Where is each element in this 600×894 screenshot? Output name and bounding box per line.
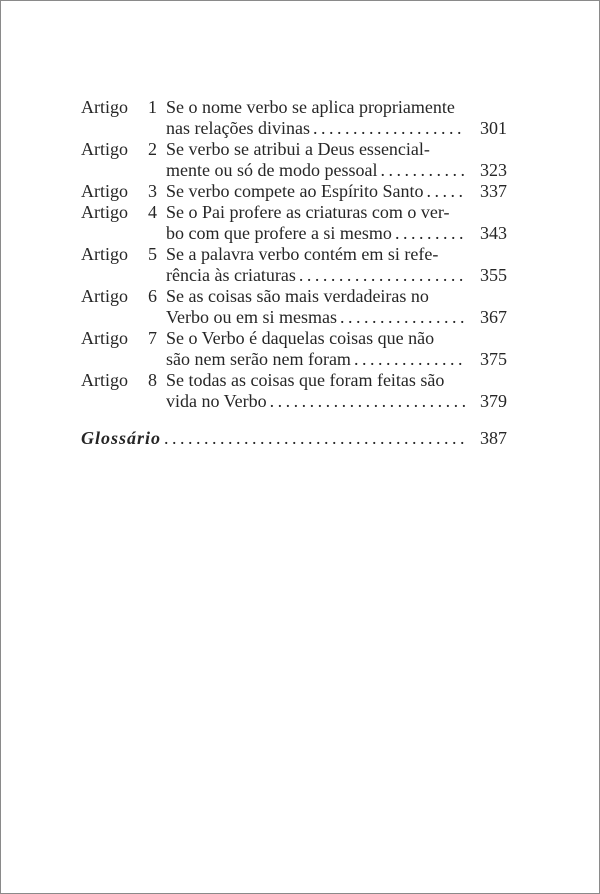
page-number: 387 bbox=[480, 428, 507, 448]
article-title-line-2: são nem serão nem foram ..... bbox=[166, 349, 466, 370]
dot-leader bbox=[267, 391, 466, 412]
article-label: Artigo bbox=[81, 202, 128, 222]
article-title bbox=[166, 328, 466, 370]
toc-entry-4 bbox=[81, 202, 507, 244]
article-label: Artigo bbox=[81, 244, 128, 264]
article-title bbox=[166, 139, 466, 181]
article-number: 2 bbox=[148, 139, 157, 159]
glossary-label: Glossário bbox=[81, 428, 162, 448]
dot-leader bbox=[337, 307, 466, 328]
dot-leader bbox=[296, 265, 466, 286]
article-title-line-2: rência às criaturas ..... bbox=[166, 265, 466, 286]
page-number: 355 bbox=[480, 265, 507, 285]
article-number: 8 bbox=[148, 370, 157, 390]
page-number: 301 bbox=[480, 118, 507, 138]
article-number: 3 bbox=[148, 181, 157, 201]
dot-leader bbox=[161, 428, 466, 449]
toc-entry-2 bbox=[81, 139, 507, 181]
table-of-contents bbox=[81, 97, 507, 449]
article-title bbox=[166, 202, 466, 244]
article-label: Artigo bbox=[81, 181, 128, 201]
glossary-entry bbox=[81, 428, 507, 449]
article-title-line-1: Se a palavra verbo contém em si refe- bbox=[166, 244, 439, 264]
dot-leader bbox=[377, 160, 466, 181]
article-title-line-1: Se verbo se atribui a Deus essencial- bbox=[166, 139, 430, 159]
page-number: 343 bbox=[480, 223, 507, 243]
article-label: Artigo bbox=[81, 286, 128, 306]
dot-leader bbox=[423, 181, 466, 202]
article-number: 5 bbox=[148, 244, 157, 264]
article-title-line-1: Se o Pai profere as criaturas com o ver- bbox=[166, 202, 450, 222]
page-number: 337 bbox=[480, 181, 507, 201]
toc-entry-3 bbox=[81, 181, 507, 202]
article-title-line-1: Se as coisas são mais verdadeiras no bbox=[166, 286, 429, 306]
page-number: 375 bbox=[480, 349, 507, 369]
toc-entry-1 bbox=[81, 97, 507, 139]
article-label: Artigo bbox=[81, 370, 128, 390]
article-title-line-1: Se todas as coisas que foram feitas são bbox=[166, 370, 445, 390]
article-title bbox=[166, 181, 466, 202]
article-number: 7 bbox=[148, 328, 157, 348]
article-title-line-1: Se o nome verbo se aplica propriamente bbox=[166, 97, 455, 117]
toc-entry-5 bbox=[81, 244, 507, 286]
article-label: Artigo bbox=[81, 97, 128, 117]
article-title-line-1: Se verbo compete ao Espírito Santo ..... bbox=[166, 181, 466, 202]
article-label: Artigo bbox=[81, 328, 128, 348]
article-number: 4 bbox=[148, 202, 157, 222]
toc-entry-6 bbox=[81, 286, 507, 328]
toc-entry-8 bbox=[81, 370, 507, 412]
article-title-line-1: Se o Verbo é daquelas coisas que não bbox=[166, 328, 435, 348]
page-number: 379 bbox=[480, 391, 507, 411]
article-title-line-2: vida no Verbo ..... bbox=[166, 391, 466, 412]
article-title-line-2: mente ou só de modo pessoal ..... bbox=[166, 160, 466, 181]
article-title bbox=[166, 370, 466, 412]
article-title bbox=[166, 244, 466, 286]
page-number: 367 bbox=[480, 307, 507, 327]
page-number: 323 bbox=[480, 160, 507, 180]
dot-leader bbox=[310, 118, 466, 139]
dot-leader bbox=[392, 223, 466, 244]
article-title bbox=[166, 286, 466, 328]
dot-leader bbox=[351, 349, 466, 370]
article-title bbox=[166, 97, 466, 139]
article-title-line-2: nas relações divinas ..... bbox=[166, 118, 466, 139]
toc-entry-7 bbox=[81, 328, 507, 370]
article-title-line-2: Verbo ou em si mesmas ..... bbox=[166, 307, 466, 328]
article-number: 6 bbox=[148, 286, 157, 306]
article-title-line-2: bo com que profere a si mesmo ..... bbox=[166, 223, 466, 244]
article-label: Artigo bbox=[81, 139, 128, 159]
article-number: 1 bbox=[148, 97, 157, 117]
